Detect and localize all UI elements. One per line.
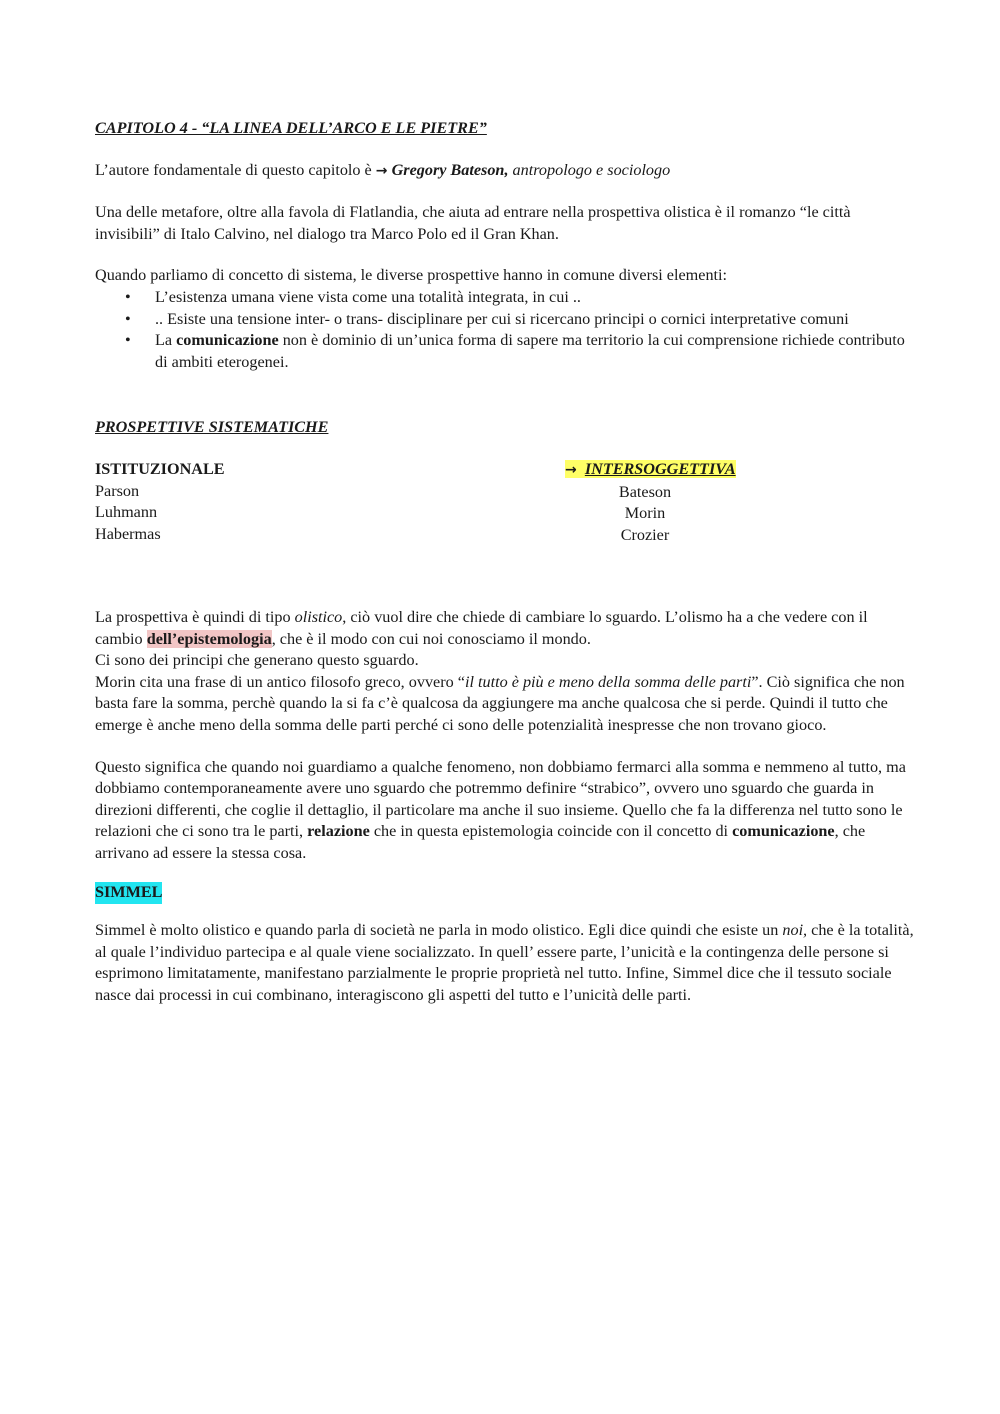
text-run: che è la totalità, al quale l’individuo partecipa e al quale viene socializzato. In quell’ essere parte, l’unicità e la contingenza delle persone si esprimono limitatamente, manifestano parzialmente le proprie proprietà nel tutto. Infine, Simmel dice che il tessuto sociale nasce dai processi in cui combinano, interagiscono gli aspetti del tutto e l’unicità delle parti. [95, 921, 914, 1004]
author-name: Gregory Bateson, [387, 160, 509, 179]
holistic-paragraph [95, 607, 915, 650]
bullet-text: La [155, 331, 177, 350]
principles-line: Ci sono dei principi che generano questo sguardo. [95, 651, 419, 670]
simmel-paragraph [95, 920, 915, 1006]
text-run: , che arrivano ad essere la stessa cosa. [95, 822, 866, 862]
strabico-paragraph [95, 757, 915, 865]
text-run: ”. Ciò significa che non basta fare la somma, perchè quando la si fa c’è qualcosa da aggiungere ma anche qualcosa che si perde. Quindi il tutto che emerge è anche meno della somma delle parti perché ci sono delle potenzialità inespresse che non trovano gioco. [95, 672, 905, 734]
document-page [95, 118, 915, 1006]
intro-paragraph [95, 160, 915, 183]
list-item: Luhmann [95, 503, 158, 522]
system-lead: Quando parliamo di concetto di sistema, le diverse prospettive hanno in comune diversi elementi: [95, 266, 728, 285]
right-arrow-icon: → [375, 162, 388, 179]
chapter-title: CAPITOLO 4 - “LA LINEA DELL’ARCO E LE PIETRE” [95, 119, 487, 137]
list-item [155, 330, 915, 373]
intersubjective-column [565, 459, 865, 546]
intersubjective-heading: INTERSOGGETTIVA [584, 459, 736, 478]
right-arrow-icon: → [565, 461, 577, 478]
list-item: • L’esistenza umana viene vista come una totalità integrata, in cui .. [155, 287, 915, 309]
pink-highlight-term: dell’epistemologia [146, 629, 272, 648]
section-title-perspectives: PROSPETTIVE SISTEMATICHE [95, 418, 329, 437]
list-item: Habermas [95, 524, 161, 543]
bold-term: comunicazione [732, 822, 835, 841]
italic-term: olistico [294, 607, 343, 626]
bold-term: relazione [307, 822, 370, 841]
institutional-heading: ISTITUZIONALE [95, 459, 225, 478]
text-run: Simmel è molto olistico e quando parla di società ne parla in modo olistico. Egli dice quindi che esiste un [95, 921, 783, 940]
yellow-highlight [565, 460, 736, 478]
text-run: Morin cita una frase di un antico filosofo greco, ovvero “ [95, 672, 465, 691]
institutional-column [95, 459, 395, 545]
list-item: Parson [95, 481, 140, 500]
text-run: che in questa epistemologia coincide con il concetto di [369, 822, 733, 841]
italic-quote: il tutto è più e meno della somma delle parti [464, 672, 752, 691]
text-run: , che è il modo con cui noi conosciamo il mondo. [271, 629, 591, 648]
list-item: Bateson [618, 482, 672, 501]
holistic-block [95, 607, 915, 737]
italic-term: noi, [782, 921, 808, 940]
text-run: Questo significa che quando noi guardiamo a qualche fenomeno, non dobbiamo fermarci alla somma e nemmeno al tutto, ma dobbiamo contemporaneamente avere uno sguardo che potremmo definire “strabico”, ovvero uno sguardo che guarda in direzioni differenti, che coglie il dettaglio, il particolare ma anche il suo insieme. Quello che fa la differenza nel tutto sono le relazioni che ci sono tra le parti, [95, 757, 906, 841]
morin-paragraph [95, 672, 915, 737]
simmel-heading: SIMMEL [95, 882, 162, 904]
perspectives-columns [95, 459, 915, 545]
intersubjective-names [565, 482, 865, 547]
system-bullet-list [95, 287, 915, 373]
bold-term: comunicazione [176, 331, 279, 350]
intro-prefix: L’autore fondamentale di questo capitolo è [95, 160, 376, 179]
bullet-text: non è dominio di un’unica forma di sapere ma territorio la cui comprensione richiede contributo di ambiti eterogenei. [155, 331, 905, 371]
intersubjective-heading-row [565, 459, 865, 482]
text-run: , ciò vuol dire che chiede di cambiare lo sguardo. L’olismo ha a che vedere con il cambio [95, 607, 868, 648]
author-role: antropologo e sociologo [508, 160, 671, 179]
text-run: La prospettiva è quindi di tipo [95, 607, 295, 626]
list-item: Morin [624, 504, 666, 523]
list-item: • .. Esiste una tensione inter- o trans- disciplinare per cui si ricercano principi o cornici interpretative comuni [155, 309, 915, 331]
list-item: Crozier [620, 525, 670, 544]
metaphor-paragraph: Una delle metafore, oltre alla favola di Flatlandia, che aiuta ad entrare nella prospettiva olistica è il romanzo “le città invisibili” di Italo Calvino, nel dialogo tra Marco Polo ed il Gran Khan. [95, 203, 851, 243]
